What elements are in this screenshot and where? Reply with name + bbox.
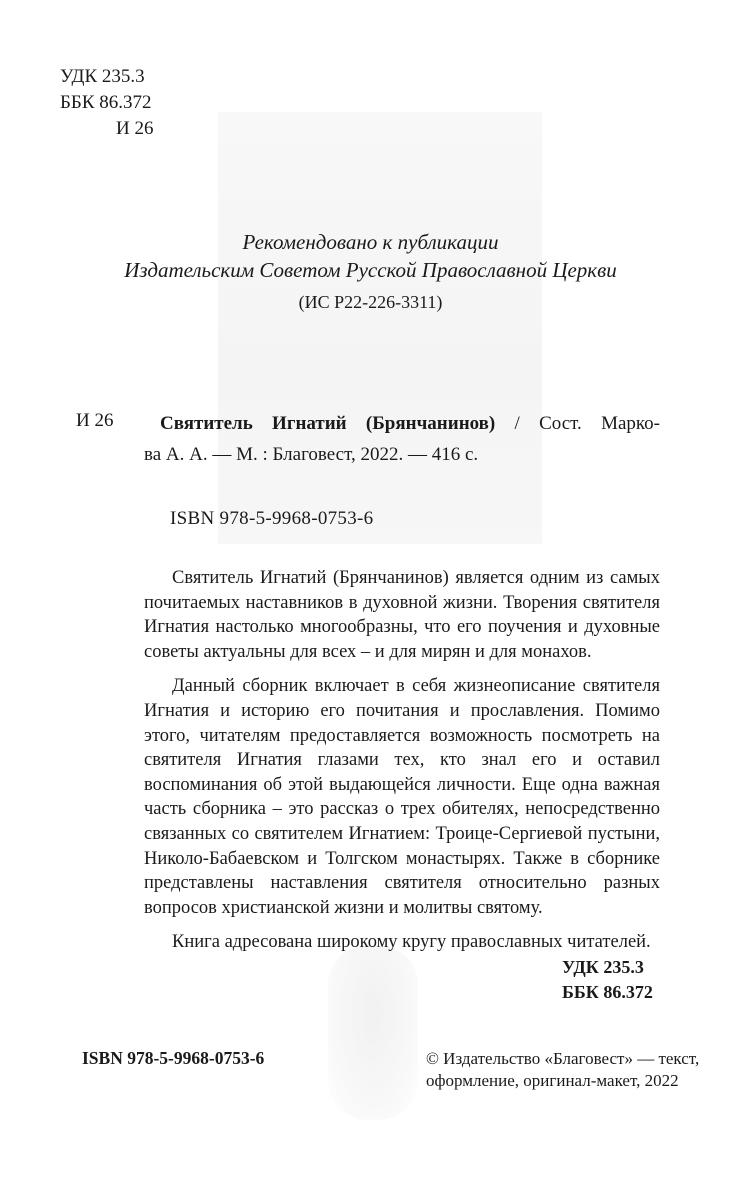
bbk-code: ББК 86.372 [60,92,152,113]
recommendation-code: (ИС Р22-226-3311) [298,292,443,312]
bibliography-compiler: / Сост. Марко- [514,413,660,434]
bibliography-title: Святитель Игнатий (Брянчанинов) [160,413,496,434]
annotation [144,566,660,965]
bibliographic-record [144,408,660,470]
copyright-line-1: © Издательство «Благовест» — текст, [426,1049,700,1068]
bibliography-line-1 [144,408,660,439]
recommendation-block [0,228,741,316]
bibliography-index: И 26 [76,410,114,431]
recommendation-line-1: Рекомендовано к публикации [242,230,499,254]
bottom-bbk: ББК 86.372 [562,982,653,1002]
copyright-line-2: оформление, оригинал-макет, 2022 [426,1071,679,1090]
classification-block [60,64,153,142]
annotation-paragraph-2: Данный сборник включает в себя жизнеописание святителя Игнатия и историю его почитания и прославления. Помимо этого, читателям предоставляется возможность посмотреть на святителя Игнатия глазами тех, кто знал его и оставил воспоминания об этой выдающейся личности. Еще одна важная часть сборника – это рассказ о трех обителях, непосредственно связанных со святителем Игнатием: Троице-Сергиевой пустыни, Николо-Бабаевском и Толгском монастырях. Также в сборнике представлены наставления святителя относительно разных вопросов христианской жизни и молитвы святому. [144,676,660,918]
show-through-emblem [328,945,418,1120]
bibliography-line-2: ва А. А. — М. : Благовест, 2022. — 416 с. [144,444,479,465]
isbn-bottom: ISBN 978-5-9968-0753-6 [82,1048,265,1068]
isbn-top: ISBN 978-5-9968-0753-6 [170,508,374,529]
annotation-paragraph-1: Святитель Игнатий (Брянчанинов) является одним из самых почитаемых наставников в духовной жизни. Творения святителя Игнатия настолько многообразны, что его поучения и духовные советы актуальны для всех – и для мирян и для монахов. [144,568,660,662]
author-sign: И 26 [116,118,154,139]
annotation-paragraph-3: Книга адресована широкому кругу православных читателей. [172,932,651,953]
copyright-notice [426,1048,699,1092]
show-through-image [218,112,542,544]
bottom-udk: УДК 235.3 [562,957,644,977]
recommendation-line-2: Издательским Советом Русской Православной Церкви [124,258,617,282]
bottom-classification [562,955,653,1005]
udk-code: УДК 235.3 [60,66,145,87]
